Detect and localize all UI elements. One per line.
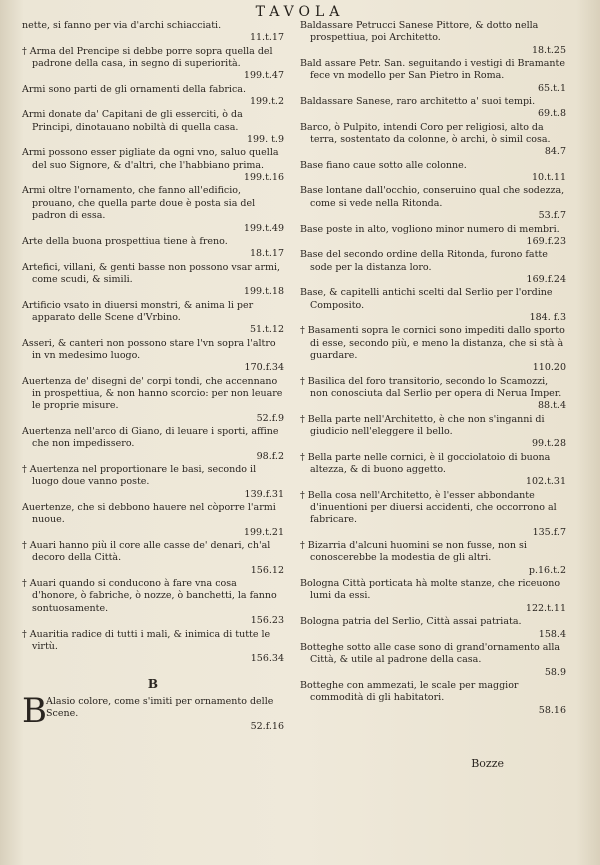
index-entry (22, 147, 284, 184)
index-entry (300, 20, 566, 57)
page-reference: 199. t.9 (246, 134, 284, 146)
index-entry (22, 629, 284, 666)
index-entry (22, 262, 284, 299)
index-entry (300, 160, 566, 185)
page-reference: 169.f.24 (526, 273, 566, 285)
index-entry (300, 578, 566, 615)
entry-text: Armi oltre l'ornamento, che fanno all'edificio, prouano, che quella parte doue è posta sia del padron di essa. (22, 185, 256, 222)
page-reference: 51.t.12 (249, 324, 284, 336)
index-entry (22, 464, 284, 501)
index-entry (300, 540, 566, 577)
entry-text: Auertenze, che si debbono hauere nel còporre l'armi nuoue. (22, 502, 276, 526)
page-reference: 170.f.34 (244, 362, 284, 374)
entry-text: Base, & capitelli antichi scelti dal Serlio per l'ordine Composito. (300, 287, 553, 311)
page-reference: 199.t.16 (243, 172, 284, 184)
index-entry (300, 642, 566, 679)
page-reference: 122.t.11 (525, 602, 566, 614)
entry-text: Bella parte nelle cornici, è il gocciolatoio di buona altezza, & di buono aggetto. (307, 451, 551, 476)
entry-text: Armi donate da' Capitani de gli esserciti, ò da Principi, dinotauano nobiltà di quella casa. (22, 109, 243, 133)
index-entry (300, 616, 566, 641)
page-reference: 18.t.17 (249, 248, 284, 260)
index-entry (300, 452, 566, 489)
entry-text: Base lontane dall'occhio, conseruino qual che sodezza, come si vede nella Ritonda. (300, 185, 565, 209)
entry-text: Auaritia radice di tutti i mali, & inimica di tutte le virtù. (29, 628, 271, 652)
entry-text: Artefici, villani, & genti basse non possono vsar armi, come scudi, & simili. (22, 261, 281, 285)
index-entry (300, 224, 566, 249)
page-reference: 58.16 (538, 704, 566, 716)
page-reference: 10.t.11 (531, 172, 566, 184)
entry-text: Basilica del foro transitorio, secondo lo Scamozzi, non conosciuta dal Serlio per opera di Nerua Imper. (307, 375, 562, 399)
entry-text: Botteghe sotto alle case sono di grand'ornamento alla Città, & utile al padrone della casa. (300, 641, 561, 666)
entry-text: Auertenza nell'arco di Giano, di leuare i sporti, affine che non impedissero. (22, 426, 279, 450)
page-reference: 199.t.49 (243, 222, 284, 234)
index-entry (300, 376, 566, 413)
entry-text: Base poste in alto, vogliono minor numero di membri. (300, 223, 560, 235)
entry-text: Bizarria d'alcuni huomini se non fusse, non si conoscerebbe la modestia de gli altri. (307, 540, 527, 564)
index-entry (22, 502, 284, 539)
page-reference: 156.12 (250, 564, 284, 576)
index-entry (300, 414, 566, 451)
entry-text: Baldassare Petrucci Sanese Pittore, & dotto nella prospettiua, poi Architetto. (300, 20, 539, 44)
page-reference: p.16.t.2 (528, 564, 566, 576)
index-entry (22, 236, 284, 261)
page-reference: 199.t.2 (249, 96, 284, 108)
drop-capital: B (22, 690, 47, 731)
page-reference: 110.20 (532, 362, 566, 374)
entry-text: Arma del Prencipe si debbe porre sopra quella del padrone della casa, in segno di superiorità. (29, 45, 273, 70)
page-reference: 84.7 (544, 146, 566, 158)
index-entry (300, 185, 566, 222)
index-entry (300, 325, 566, 374)
page-reference: 199.t.18 (243, 286, 284, 298)
dagger-mark: † (300, 489, 305, 501)
index-entry (22, 690, 284, 733)
section-letter: B (147, 676, 159, 691)
entry-text: Auari quando si conducono à fare vna cosa d'honore, ò fabriche, ò nozze, ò banchetti, la fanno sontuosamente. (29, 578, 277, 614)
running-title: TAVOLA (255, 4, 345, 20)
page-reference: 156.34 (250, 653, 284, 665)
entry-text: nette, si fanno per via d'archi schiacciati. (22, 20, 222, 31)
index-entry (22, 376, 284, 425)
page-reference: 199.t.47 (243, 70, 284, 82)
entry-text: Basamenti sopra le cornici sono impediti dallo sporto di esse, secondo più, e meno la distanza, che si stà à guardare. (307, 325, 565, 361)
dagger-mark: † (300, 375, 305, 387)
index-entry (22, 46, 284, 83)
page-reference: 98.f.2 (256, 450, 284, 462)
entry-text: Armi sono parti de gli ornamenti della fabrica. (22, 83, 246, 95)
page-reference: 69.t.8 (538, 108, 566, 120)
right-index-column (300, 20, 566, 718)
page-reference: 18.t.25 (531, 44, 566, 56)
page-reference: 169.f.23 (526, 235, 566, 247)
index-entry (22, 338, 284, 375)
entry-text: Alasio colore, come s'imiti per ornamento delle Scene. (46, 695, 274, 720)
entry-text: Asseri, & canteri non possono stare l'vn sopra l'altro in vn medesimo luogo. (22, 337, 276, 361)
page-reference: 53.f.7 (538, 210, 566, 222)
dagger-mark: † (22, 464, 27, 476)
page-reference: 11.t.17 (249, 32, 284, 44)
page-reference: 156.23 (250, 615, 284, 627)
entry-text: Arte della buona prospettiua tiene à freno. (22, 235, 228, 247)
entry-text: Barco, ò Pulpito, intendi Coro per religiosi, alto da terra, sostentato da colonne, ò archi, ò simil cosa. (300, 121, 551, 146)
entry-text: Bald assare Petr. San. seguitando i vestigi di Bramante fece vn modello per San Pietro in Roma. (300, 58, 565, 82)
catchword: Bozze (471, 757, 504, 770)
index-entry (300, 58, 566, 95)
index-entry (22, 109, 284, 146)
entry-text: Bologna patria del Serlio, Città assai patriata. (300, 616, 522, 628)
entry-text: Bella parte nell'Architetto, è che non s'inganni di giudicio nell'eleggere il bello. (307, 413, 545, 437)
entry-text: Base del secondo ordine della Ritonda, furono fatte sode per la distanza loro. (300, 249, 548, 273)
index-entry (22, 578, 284, 627)
index-entry (22, 84, 284, 109)
left-index-column (22, 20, 284, 733)
dagger-mark: † (300, 325, 305, 337)
index-entry (22, 20, 284, 45)
page-reference: 199.t.21 (243, 526, 284, 538)
page-reference: 88.t.4 (538, 400, 566, 412)
page-reference: 135.f.7 (532, 526, 566, 538)
index-entry (22, 426, 284, 463)
dagger-mark: † (300, 540, 305, 552)
index-entry (300, 680, 566, 717)
index-entry (300, 287, 566, 324)
page-reference: 65.t.1 (538, 82, 566, 94)
page-reference: 158.4 (538, 628, 566, 640)
index-entry (22, 185, 284, 234)
entry-text: Botteghe con ammezati, le scale per maggior commodità di gli habitatori. (300, 679, 519, 704)
index-entry (300, 249, 566, 286)
entry-text: Baldassare Sanese, raro architetto a' suoi tempi. (300, 96, 536, 108)
page-reference: 58.9 (544, 666, 566, 678)
page-reference: 52.f.9 (256, 412, 284, 424)
entry-text: Bologna Città porticata hà molte stanze, che riceuono lumi da essi. (300, 578, 561, 602)
entry-text: Auertenza de' disegni de' corpi tondi, che accennano in prospettiua, & non hanno scorcio: per non leuare le proprie misure. (22, 375, 283, 412)
page-reference: 52.f.16 (250, 720, 284, 732)
page-reference: 99.t.28 (531, 438, 566, 450)
page-reference: 184. f.3 (529, 311, 566, 323)
index-entry (22, 540, 284, 577)
entry-text: Armi possono esser pigliate da ogni vno, saluo quella del suo Signore, & d'altri, che l'habbiano prima. (22, 147, 279, 171)
index-entry (300, 122, 566, 159)
dagger-mark: † (300, 451, 305, 463)
index-entry (22, 300, 284, 337)
index-entry (300, 96, 566, 121)
index-entry (300, 490, 566, 539)
entry-text: Auari hanno più il core alle casse de' denari, ch'al decoro della Città. (29, 540, 271, 564)
dagger-mark: † (22, 628, 27, 640)
page-reference: 102.t.31 (525, 476, 566, 488)
dagger-mark: † (22, 540, 27, 552)
entry-text: Artificio vsato in diuersi monstri, & anima li per apparato delle Scene d'Vrbino. (22, 299, 254, 323)
dagger-mark: † (22, 578, 27, 590)
dagger-mark: † (22, 45, 27, 57)
page-reference: 139.f.31 (244, 488, 284, 500)
entry-text: Bella cosa nell'Architetto, è l'esser abbondante d'inuentioni per diuersi accidenti, che occorrono al fabricare. (307, 489, 557, 526)
entry-text: Base fiano caue sotto alle colonne. (300, 159, 467, 171)
dagger-mark: † (300, 413, 305, 425)
entry-text: Auertenza nel proportionare le basi, secondo il luogo doue vanno poste. (29, 464, 257, 488)
